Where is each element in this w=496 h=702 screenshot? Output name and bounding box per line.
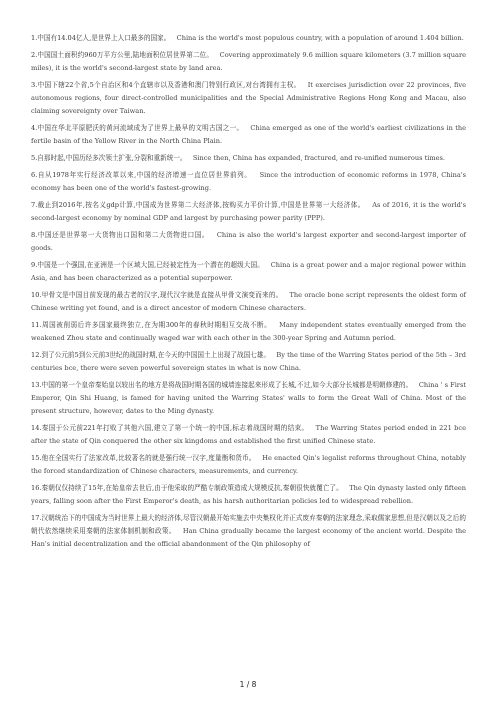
paragraph [31,122,466,148]
paragraph [31,79,466,119]
paragraph-chinese-text: 9.中国是一个强国,在亚洲是一个区域大国,已经被定性为一个潜在的超级大国。 [31,260,264,269]
paragraph-english-text: The Warring States period ended in 221 bce after the state of Qin conquered the other six kingdoms and established the first unified Chinese state. [31,424,466,446]
paragraph [31,289,466,315]
paragraph [31,169,466,195]
paragraph [31,452,466,478]
paragraph [31,32,466,45]
paragraph-chinese-text: 13.中国的第一个皇帝秦始皇以较出名的地方是将战国时期各国的城墙连接起来形成了长城,不过,如今大部分长城都是明朝修建的。 [31,380,413,389]
paragraph-chinese-text: 14.秦国于公元前221年打败了其他六国,建立了第一个统一的中国,标志着战国时期的结束。 [31,424,309,432]
paragraph [31,259,466,285]
paragraph-english-text: The Qin dynasty lasted only fifteen years, falling soon after the First Emperor's death, as his harsh authoritarian policies led to widespread rebellion. [31,484,466,506]
paragraph-english-text: Han China gradually became the largest economy of the ancient world. Despite the Han's initial decentralization and the official abandonment of the Qin philosophy of [31,527,466,549]
paragraph-chinese-text: 6.自从1978年实行经济改革以来,中国的经济增速一直位居世界前列。 [31,170,252,179]
paragraph [31,49,466,75]
paragraph-chinese-text: 16.秦朝仅仅持续了15年,在始皇帝去世后,由于他采取的严酷专制政策造成大规模反抗,秦朝很快就覆亡了。 [31,484,343,492]
paragraph [31,482,466,508]
paragraph-chinese-text: 12.到了公元前5到公元前3世纪的战国时期,在今天的中国国土上出现了战国七雄。 [31,350,271,359]
paragraph-chinese-text: 17.汉朝统治下的中国成为当时世界上最大的经济体,尽管汉朝最开始实施去中央集权化并正式废弃秦朝的法家理念,采取儒家思想,但是汉朝以及之后的朝代依然继续采用秦朝的法家体制机制和政策。 [31,514,466,536]
paragraph-english-text: China is the world's most populous country, with a population of around 1.404 billion. [176,34,464,42]
paragraph [31,379,466,419]
paragraph-chinese-text: 7.截止到2016年,按名义gdp计算,中国成为世界第二大经济体,按购买力平价计算,中国是世界第一大经济体。 [31,200,365,209]
paragraph-english-text: As of 2016, it is the world's second-largest economy by nominal GDP and largest by purchasing power parity (PPP). [31,200,466,222]
paragraph [31,199,466,225]
paragraph-english-text: Many independent states eventually emerged from the weakened Zhou state and continually waged war with each other in the 300-year Spring and Autumn period. [31,320,466,342]
paragraph-chinese-text: 1.中国有14.04亿人,是世界上人口最多的国家。 [31,34,171,42]
paragraph-english-text: He enacted Qin's legalist reforms throughout China, notably the forced standardization of Chinese characters, measurements, and currency. [31,454,466,476]
paragraph-english-text: The oracle bone script represents the oldest form of Chinese writing yet found, and is a direct ancestor of modern Chinese characters. [31,290,466,312]
paragraph-english-text: It exercises jurisdiction over 22 provinces, five autonomous regions, four direct-controlled municipalities and the Special Administrative Regions Hong Kong and Macau, also claiming sovereignty over Taiwan. [31,80,466,116]
paragraph-english-text: China ' s First Emperor, Qin Shi Huang, is famed for having united the Warring States' walls to form the Great Wall of China. Most of the present structure, however, dates to the Ming dynasty. [31,380,466,416]
paragraph-english-text: By the time of the Warring States period of the 5th – 3rd centuries bce, there were seven powerful sovereign states in what is now China. [31,350,466,372]
paragraph-english-text: Since the introduction of economic reforms in 1978, China's economy has been one of the world's fastest-growing. [31,170,466,192]
paragraph-english-text: Covering approximately 9.6 million square kilometers (3.7 million square miles), it is the world's second-largest state by land area. [31,50,466,72]
paragraph-chinese-text: 15.他在全国实行了法家改革,比较著名的就是强行统一汉字,度量衡和货币。 [31,454,256,462]
paragraph [31,319,466,345]
paragraph [31,229,466,255]
paragraph-english-text: China is a great power and a major regional power within Asia, and has been characterized as a potential superpower. [31,260,466,282]
paragraph-english-text: Since then, China has expanded, fractured, and re-unified numerous times. [192,154,445,162]
page-number: 1 / 8 [239,680,257,689]
paragraph-chinese-text: 8.中国还是世界第一大货物出口国和第二大货物进口国。 [31,230,209,239]
paragraph [31,349,466,375]
paragraph-chinese-text: 11.周国被削弱后许多国家最终独立,在为期300年的春秋时期相互交战不断。 [31,320,272,329]
paragraph-chinese-text: 5.自那时起,中国历经多次领土扩张,分裂和重新统一。 [31,154,187,162]
paragraph [31,512,466,552]
paragraph-chinese-text: 4.中国在华北平原肥沃的黄河流域成为了世界上最早的文明古国之一。 [31,124,244,132]
paragraph [31,152,466,165]
paragraph-chinese-text: 10.甲骨文是中国目前发现的最古老的汉字,现代汉字就是直接从甲骨文演变而来的。 [31,290,283,299]
paragraph [31,422,466,448]
paragraph-english-text: China emerged as one of the world's earliest civilizations in the fertile basin of the Yellow River in the North China Plain. [31,124,467,146]
paragraph-chinese-text: 2.中国国土面积约960万平方公里,陆地面积位居世界第二位。 [31,50,214,59]
paragraph-chinese-text: 3.中国下辖22个省,5个自治区和4个直辖市以及香港和澳门特别行政区,对台湾拥有主权。 [31,80,301,89]
paragraph-english-text: China is also the world's largest exporter and second-largest importer of goods. [31,230,466,252]
